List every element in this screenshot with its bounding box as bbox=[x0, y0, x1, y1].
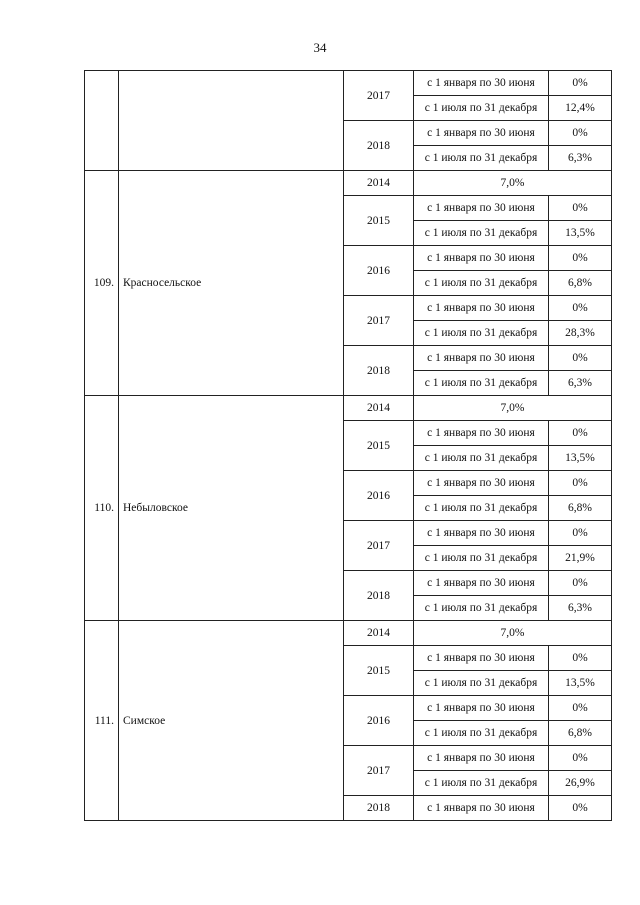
period-cell: с 1 июля по 31 декабря bbox=[414, 721, 549, 746]
rate-value-cell: 21,9% bbox=[549, 546, 612, 571]
period-cell: с 1 июля по 31 декабря bbox=[414, 221, 549, 246]
period-cell: с 1 июля по 31 декабря bbox=[414, 596, 549, 621]
rate-value-cell: 28,3% bbox=[549, 321, 612, 346]
rate-value-cell: 6,3% bbox=[549, 146, 612, 171]
year-cell: 2014 bbox=[344, 396, 414, 421]
rate-value-cell: 0% bbox=[549, 571, 612, 596]
rate-value-cell: 0% bbox=[549, 796, 612, 821]
rate-value-cell: 0% bbox=[549, 471, 612, 496]
year-cell: 2016 bbox=[344, 246, 414, 296]
rate-value-cell: 6,8% bbox=[549, 271, 612, 296]
rate-value-cell: 0% bbox=[549, 296, 612, 321]
rate-value-cell: 0% bbox=[549, 71, 612, 96]
period-cell: с 1 июля по 31 декабря bbox=[414, 546, 549, 571]
settlement-name: Симское bbox=[119, 621, 344, 821]
rate-value-cell: 0% bbox=[549, 746, 612, 771]
table-row bbox=[85, 621, 612, 646]
rate-value-cell: 0% bbox=[549, 121, 612, 146]
period-cell: с 1 июля по 31 декабря bbox=[414, 271, 549, 296]
year-cell: 2017 bbox=[344, 71, 414, 121]
annual-rate-cell: 7,0% bbox=[414, 621, 612, 646]
year-cell: 2018 bbox=[344, 796, 414, 821]
rate-value-cell: 6,3% bbox=[549, 596, 612, 621]
year-cell: 2017 bbox=[344, 296, 414, 346]
rate-value-cell: 0% bbox=[549, 646, 612, 671]
period-cell: с 1 июля по 31 декабря bbox=[414, 446, 549, 471]
rate-value-cell: 0% bbox=[549, 196, 612, 221]
settlement-number: 109. bbox=[85, 171, 119, 396]
rate-value-cell: 0% bbox=[549, 696, 612, 721]
year-cell: 2015 bbox=[344, 646, 414, 696]
period-cell: с 1 января по 30 июня bbox=[414, 421, 549, 446]
period-cell: с 1 июля по 31 декабря bbox=[414, 496, 549, 521]
rate-value-cell: 13,5% bbox=[549, 221, 612, 246]
rate-value-cell: 0% bbox=[549, 246, 612, 271]
year-cell: 2014 bbox=[344, 621, 414, 646]
period-cell: с 1 января по 30 июня bbox=[414, 346, 549, 371]
period-cell: с 1 января по 30 июня bbox=[414, 646, 549, 671]
rate-value-cell: 13,5% bbox=[549, 446, 612, 471]
year-cell: 2014 bbox=[344, 171, 414, 196]
settlement-number: 110. bbox=[85, 396, 119, 621]
table-row bbox=[85, 71, 612, 96]
year-cell: 2017 bbox=[344, 521, 414, 571]
rate-value-cell: 12,4% bbox=[549, 96, 612, 121]
annual-rate-cell: 7,0% bbox=[414, 396, 612, 421]
rate-value-cell: 6,3% bbox=[549, 371, 612, 396]
settlement-number bbox=[85, 71, 119, 171]
settlement-name: Небыловское bbox=[119, 396, 344, 621]
year-cell: 2018 bbox=[344, 571, 414, 621]
period-cell: с 1 января по 30 июня bbox=[414, 71, 549, 96]
period-cell: с 1 января по 30 июня bbox=[414, 121, 549, 146]
period-cell: с 1 января по 30 июня bbox=[414, 196, 549, 221]
rate-value-cell: 0% bbox=[549, 521, 612, 546]
rate-value-cell: 0% bbox=[549, 421, 612, 446]
settlement-name: Красносельское bbox=[119, 171, 344, 396]
tariff-table-body bbox=[85, 71, 612, 821]
settlement-name bbox=[119, 71, 344, 171]
period-cell: с 1 июля по 31 декабря bbox=[414, 96, 549, 121]
year-cell: 2017 bbox=[344, 746, 414, 796]
period-cell: с 1 января по 30 июня bbox=[414, 296, 549, 321]
page-number: 34 bbox=[313, 40, 327, 55]
year-cell: 2018 bbox=[344, 121, 414, 171]
period-cell: с 1 января по 30 июня bbox=[414, 796, 549, 821]
year-cell: 2015 bbox=[344, 196, 414, 246]
period-cell: с 1 января по 30 июня bbox=[414, 696, 549, 721]
period-cell: с 1 июля по 31 декабря bbox=[414, 671, 549, 696]
period-cell: с 1 января по 30 июня bbox=[414, 746, 549, 771]
rate-value-cell: 0% bbox=[549, 346, 612, 371]
period-cell: с 1 июля по 31 декабря bbox=[414, 321, 549, 346]
settlement-number: 111. bbox=[85, 621, 119, 821]
year-cell: 2016 bbox=[344, 696, 414, 746]
annual-rate-cell: 7,0% bbox=[414, 171, 612, 196]
rate-value-cell: 26,9% bbox=[549, 771, 612, 796]
period-cell: с 1 января по 30 июня bbox=[414, 246, 549, 271]
period-cell: с 1 января по 30 июня bbox=[414, 521, 549, 546]
period-cell: с 1 июля по 31 декабря bbox=[414, 371, 549, 396]
rate-value-cell: 13,5% bbox=[549, 671, 612, 696]
year-cell: 2016 bbox=[344, 471, 414, 521]
year-cell: 2015 bbox=[344, 421, 414, 471]
period-cell: с 1 июля по 31 декабря bbox=[414, 771, 549, 796]
rate-value-cell: 6,8% bbox=[549, 721, 612, 746]
period-cell: с 1 июля по 31 декабря bbox=[414, 146, 549, 171]
table-row bbox=[85, 396, 612, 421]
period-cell: с 1 января по 30 июня bbox=[414, 571, 549, 596]
tariff-table bbox=[84, 70, 612, 821]
table-row bbox=[85, 171, 612, 196]
rate-value-cell: 6,8% bbox=[549, 496, 612, 521]
year-cell: 2018 bbox=[344, 346, 414, 396]
period-cell: с 1 января по 30 июня bbox=[414, 471, 549, 496]
